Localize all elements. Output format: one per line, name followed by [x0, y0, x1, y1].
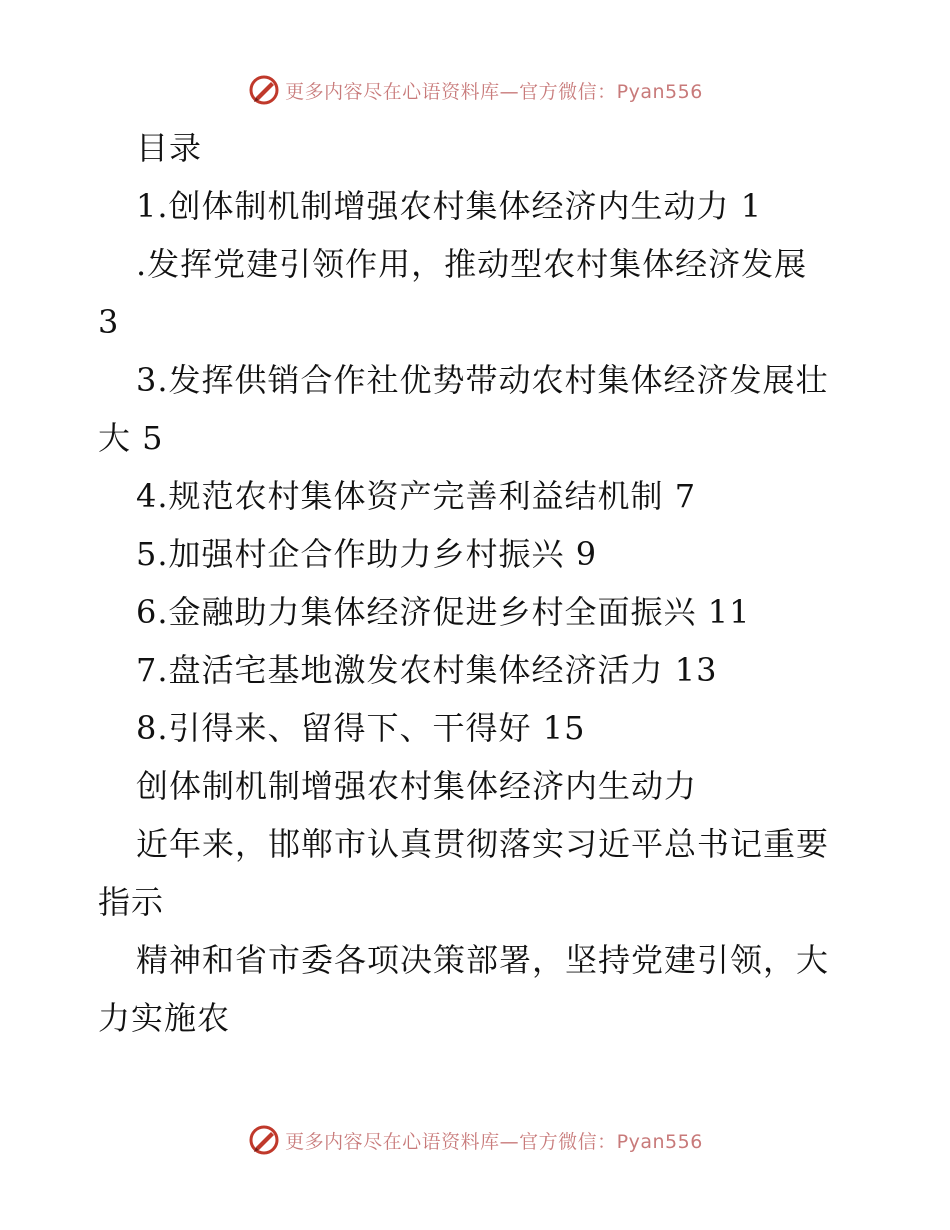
- footer-banner: [0, 1120, 950, 1160]
- toc-entry-6: 6.金融助力集体经济促进乡村全面振兴 11: [136, 593, 751, 631]
- toc-entry-2-page: 3: [98, 303, 120, 341]
- toc-entry-4: 4.规范农村集体资产完善利益结机制 7: [136, 477, 697, 515]
- toc-entry-3-cont: 大 5: [98, 419, 164, 457]
- section-heading: 创体制机制增强农村集体经济内生动力: [136, 767, 698, 805]
- toc-title: 目录: [136, 129, 203, 167]
- toc-entry-5: 5.加强村企合作助力乡村振兴 9: [136, 535, 598, 573]
- toc-entry-2: .发挥党建引领作用，推动型农村集体经济发展: [136, 245, 808, 283]
- toc-entry-7: 7.盘活宅基地激发农村集体经济活力 13: [136, 651, 718, 689]
- footer-banner-text: 更多内容尽在心语资料库—官方微信：Pyan556: [285, 1130, 703, 1153]
- logo-icon: [247, 73, 281, 107]
- body-paragraph-line-1: 近年来，邯郸市认真贯彻落实习近平总书记重要: [136, 825, 830, 863]
- header-banner: [0, 70, 950, 110]
- toc-entry-8: 8.引得来、留得下、干得好 15: [136, 709, 586, 747]
- toc-entry-3: 3.发挥供销合作社优势带动农村集体经济发展壮: [136, 361, 829, 399]
- body-paragraph-line-3: 精神和省市委各项决策部署，坚持党建引领，大: [136, 941, 830, 979]
- body-paragraph-line-4: 力实施农: [98, 999, 231, 1037]
- header-banner-text: 更多内容尽在心语资料库—官方微信：Pyan556: [285, 80, 703, 103]
- toc-entry-1: 1.创体制机制增强农村集体经济内生动力 1: [136, 187, 763, 225]
- logo-icon: [247, 1123, 281, 1157]
- body-paragraph-line-2: 指示: [98, 883, 165, 921]
